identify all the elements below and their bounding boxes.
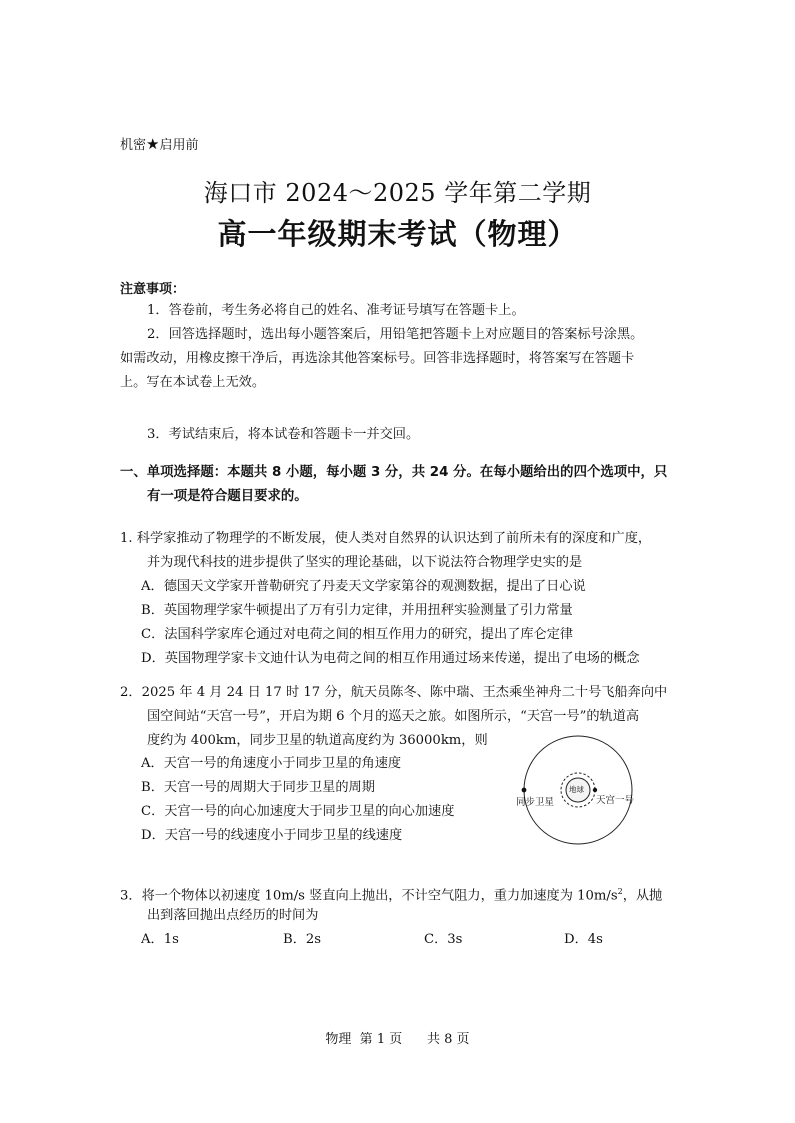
- notice-item-2-line-3: 上。写在本试卷上无效。: [120, 375, 266, 390]
- before-use-text: 启用前: [159, 138, 199, 153]
- q2-option-b: B．天宫一号的周期大于同步卫星的周期: [141, 780, 375, 795]
- notice-item-1: 1．答卷前，考生务必将自己的姓名、准考证号填写在答题卡上。: [147, 303, 525, 318]
- earth-label: 地球: [569, 785, 584, 794]
- q2-option-a: A．天宫一号的角速度小于同步卫星的角速度: [141, 756, 402, 771]
- q3-option-a: A．1s: [141, 932, 179, 947]
- q3-superscript: 2: [617, 887, 623, 896]
- q3-option-b: B．2s: [283, 932, 322, 947]
- q1-option-d: D．英国物理学家卡文迪什认为电荷之间的相互作用通过场来传递，提出了电场的概念: [141, 651, 640, 666]
- q2-option-c: C．天宫一号的向心加速度大于同步卫星的向心加速度: [141, 804, 455, 819]
- section-1-heading-line-2: 有一项是符合题目要求的。: [147, 489, 308, 504]
- section-1-heading-line-1: 一、单项选择题：本题共 8 小题，每小题 3 分，共 24 分。在每小题给出的四个选项中，只: [120, 465, 668, 480]
- q2-option-d: D．天宫一号的线速度小于同步卫星的线速度: [141, 828, 403, 843]
- q3-stem-text-b: ，从抛: [622, 888, 663, 904]
- q1-option-c: C．法国科学家库仑通过对电荷之间的相互作用力的研究，提出了库仑定律: [141, 627, 574, 642]
- notice-heading: 注意事项：: [120, 282, 186, 297]
- q2-stem-line-1: 2．2025 年 4 月 24 日 17 时 17 分，航天员陈冬、陈中瑞、王杰乘坐神舟二十号飞船奔向中: [120, 685, 668, 700]
- confidential-mark: [120, 134, 198, 153]
- exam-term-title: 海口市 2024～2025 学年第二学期: [203, 179, 592, 207]
- confidential-text: 机密: [120, 138, 147, 153]
- exam-title: 高一年级期末考试（物理）: [217, 217, 578, 251]
- q1-stem-line-1: 1. 科学家推动了物理学的不断发展，使人类对自然界的认识达到了前所未有的深度和广度，: [120, 531, 652, 546]
- q3-stem-text-a: 3．将一个物体以初速度 10m/s 竖直向上抛出，不计空气阻力，重力加速度为 10m/s: [120, 888, 618, 904]
- q1-option-b: B．英国物理学家牛顿提出了万有引力定律，并用扭秤实验测量了引力常量: [141, 603, 573, 618]
- q1-stem-line-2: 并为现代科技的进步提供了坚实的理论基础，以下说法符合物理学史实的是: [147, 555, 583, 570]
- q2-stem-line-3: 度约为 400km，同步卫星的轨道高度约为 36000km，则: [147, 733, 488, 748]
- tiangong-label: 天宫一号: [596, 795, 635, 806]
- page-footer: 物理 第 1 页 共 8 页: [325, 1032, 470, 1047]
- orbit-diagram: [508, 735, 648, 845]
- q3-option-c: C．3s: [424, 932, 463, 947]
- notice-item-2-line-2: 如需改动，用橡皮擦干净后，再选涂其他答案标号。回答非选择题时，将答案写在答题卡: [120, 351, 635, 366]
- q2-stem-line-2: 国空间站“天宫一号”，开启为期 6 个月的巡天之旅。如图所示，“天宫一号”的轨道高: [147, 709, 640, 724]
- q3-option-d: D．4s: [564, 932, 603, 947]
- sync-satellite-label: 同步卫星: [516, 797, 555, 808]
- q3-stem-line-2: 出到落回抛出点经历的时间为: [147, 908, 319, 923]
- notice-item-3: 3．考试结束后，将本试卷和答题卡一并交回。: [147, 427, 420, 442]
- q1-option-a: A．德国天文学家开普勒研究了丹麦天文学家第谷的观测数据，提出了日心说: [141, 579, 586, 594]
- notice-item-2-line-1: 2．回答选择题时，选出每小题答案后，用铅笔把答题卡上对应题目的答案标号涂黑。: [147, 327, 644, 342]
- star-icon: ★: [146, 135, 160, 153]
- sync-satellite-dot: [522, 788, 527, 793]
